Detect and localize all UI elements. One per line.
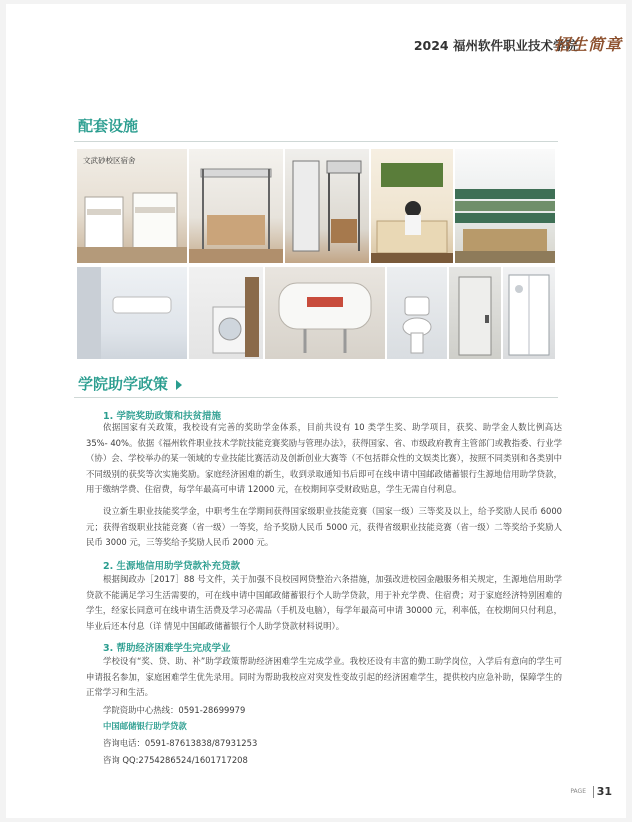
section-2-title: 2. 生源地信用助学贷款补充贷款 [103, 561, 241, 572]
section-3-title: 3. 帮助经济困难学生完成学业 [103, 643, 231, 654]
footer-page-label: PAGE [570, 788, 586, 795]
aid-hotline: 学院资助中心热线：0591-28699979 [103, 705, 246, 715]
header-brand-logo: 招生简章 [553, 35, 622, 54]
photo-library [455, 149, 555, 263]
bank-loan-heading: 中国邮储银行助学贷款 [103, 721, 187, 731]
photo-dorm-bunk-room-3 [285, 149, 369, 263]
photo-dorm-door [449, 267, 501, 359]
aid-policy-title [78, 373, 182, 394]
triangle-right-icon [176, 380, 182, 390]
section-1-paragraph-2: 设立新生职业技能奖学金，中职考生在学期间获得国家级职业技能竞赛（国家一级）三等奖及以上，给予奖励人民币 6000 元；获得省级职业技能竞赛（省一级）一等奖，给予奖励人民币 5000 元，获得省级职业技能竞赛（省一级）二等奖给予奖励人民币 3000 元，三等奖给予奖励人民币 2000 元。 [86, 506, 562, 548]
section-1-title: 1. 学院奖助政策和扶贫措施 [103, 411, 222, 422]
header-school-name: 2024 福州软件职业技术学院 [413, 38, 578, 53]
section-1-paragraph-1: 依据国家有关政策，我校设有完善的奖助学金体系，目前共设有 10 类学生奖、助学项目，获奖、助学金人数比例高达 35%- 40%。依据《福州软件职业技术学院技能竞赛奖励与管理办法》，获得国家、省、市级政府教育主管部门或教指委、行业学（协）会、学校举办的某一领域的专业技能比赛活动及创新创业大赛等（不包括群众性的文娱类比赛），按照不同类别和各类别中不同级别的获奖等次实施奖励。家庭经济困难的新生，收到录取通知书后即可在线申请中国邮政储蓄银行生源地信用助学贷款，用于缴纳学费、住宿费，每学年最高可申请 12000 元，在校期间享受财政贴息，学生无需自付利息。 [86, 422, 562, 495]
facilities-divider [74, 141, 558, 142]
photo-canteen [371, 149, 453, 263]
page [6, 4, 626, 818]
consult-phone: 咨询电话：0591-87613838/87931253 [103, 738, 258, 748]
photo-dorm-aircon [77, 267, 187, 359]
facilities-photo-collage [77, 149, 555, 359]
photo-water-heater [265, 267, 385, 359]
aid-policy-divider [74, 397, 558, 398]
photo-caption: 文武砂校区宿舍 [83, 156, 136, 165]
photo-dorm-bunk-room-1 [77, 149, 187, 263]
aid-policy-title-text: 学院助学政策 [78, 375, 169, 393]
photo-shower-room [503, 267, 555, 359]
footer-page-number: 31 [596, 785, 612, 798]
photo-dorm-bunk-room-2 [189, 149, 283, 263]
consult-qq: 咨询 QQ:2754286524/1601717208 [103, 755, 248, 765]
section-3-paragraph-1: 学校设有“奖、贷、助、补”助学政策帮助经济困难学生完成学业。我校还设有丰富的勤工助学岗位，入学后有意向的学生可申请报名参加，家庭困难学生优先录用。同时为帮助我校应对突发性变故引起的经济困难学生，提供校内应急补助，保障学生的正常学习和生活。 [86, 656, 562, 698]
section-2-paragraph-1: 根据闽政办［2017］88 号文件，关于加强不良校园网贷整治六条措施，加强改进校园金融服务相关规定，生源地信用助学贷款不能满足学习生活需要的，可在线申请中国邮政储蓄银行个人助学贷款，用于补充学费、住宿费；对于家庭经济特别困难的学生，经家长同意可在线申请生活费及学习必需品（手机及电脑），每学年最高可申请 30000 元，利率低，在校期间只付利息，毕业后还本付息（详 情见中国邮政储蓄银行个人助学贷款材料说明）。 [86, 574, 562, 631]
facilities-title: 配套设施 [78, 117, 139, 135]
photo-bathroom-toilet [387, 267, 447, 359]
footer-divider [593, 786, 594, 798]
photo-washing-machine [189, 267, 263, 359]
